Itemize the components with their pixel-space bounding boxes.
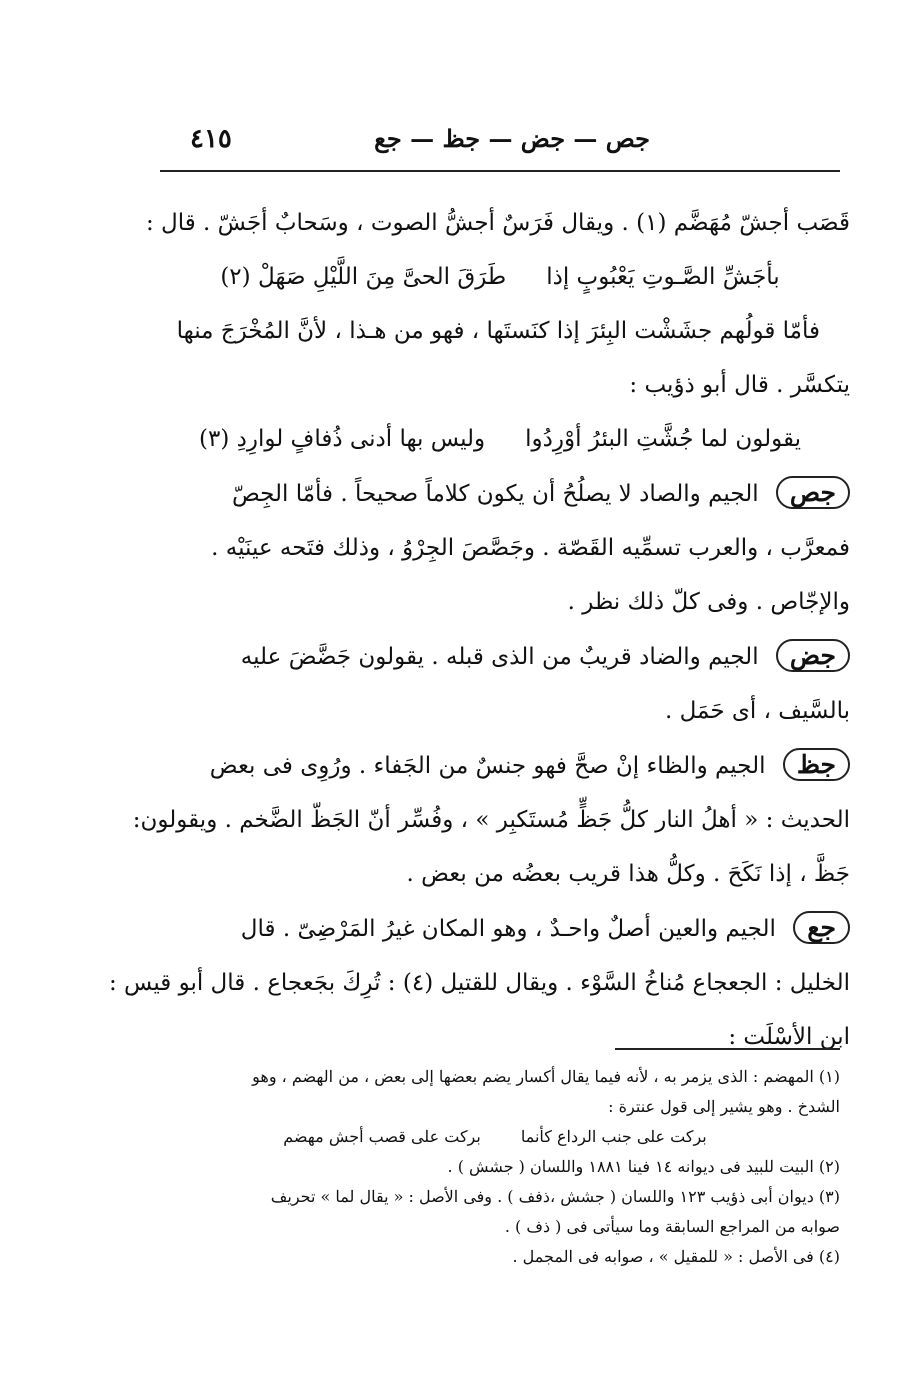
verse	[150, 250, 850, 304]
entry-heading: جص	[776, 476, 850, 509]
text-line: الحديث : « أهلُ النار كلُّ جَظٍّ مُستَكبِر » ، وفُسِّر أنّ الجَظّ الضَّخم . ويقولون:	[132, 807, 850, 833]
footnote: الشدخ . وهو يشير إلى قول عنترة :	[608, 1097, 840, 1116]
footnotes	[150, 1062, 840, 1272]
footnote: (١) المهضم : الذى يزمر به ، لأنه فيما يقال أكسار يضم بعضها إلى بعض ، من الهضم ، وهو	[252, 1067, 840, 1086]
entry-line	[150, 466, 850, 521]
text-line: بالسَّيف ، أى حَمَل .	[665, 698, 850, 724]
text-line: ابن الأسْلَت :	[728, 1024, 850, 1050]
text-line: الجيم والعين أصلٌ واحـدٌ ، وهو المكان غيرُ المَرْضِىّ . قال	[240, 916, 776, 942]
text-line: قَصَب أجشّ مُهَضَّم (١) . ويقال فَرَسٌ أجشُّ الصوت ، وسَحابٌ أجَشّ . قال :	[145, 210, 850, 236]
running-title: جص — جض — جظ — جع	[374, 124, 650, 153]
verse-hemistich: يقولون لما جُشَّتِ البئرُ أوْرِدُوا	[525, 426, 802, 452]
footnote: (٣) ديوان أبى ذؤيب ١٢٣ واللسان ( جشش ،ذفف ) . وفى الأصل : « يقال لما » تحريف	[270, 1187, 840, 1206]
verse-hemistich: طَرَقَ الحىَّ مِنَ اللَّيْلِ صَهَلْ (٢)	[220, 264, 507, 290]
entry-heading: جظ	[783, 748, 850, 781]
verse-hemistich: وليس بها أدنى ذُفافٍ لوارِدِ (٣)	[198, 426, 486, 452]
footnote-rule	[615, 1048, 840, 1050]
footnote-verse	[150, 1122, 840, 1152]
verse-hemistich: بأجَشِّ الصَّـوتِ يَعْبُوبٍ إذا	[546, 264, 780, 290]
entry-heading: جض	[776, 639, 850, 672]
footnote: صوابه من المراجع السابقة وما سيأتى فى ( ذف ) .	[504, 1217, 840, 1236]
verse-hemistich: بركت على قصب أجش مهضم	[283, 1127, 481, 1146]
header-rule	[160, 170, 840, 172]
footnote: (٢) البيت للبيد فى ديوانه ١٤ فينا ١٨٨١ واللسان ( جشش ) .	[447, 1157, 840, 1176]
text-line: فأمّا قولُهم جشَشْت البِئرَ إذا كنَستَها ، فهو من هـذا ، لأنَّ المُخْرَجَ منها	[176, 318, 820, 344]
verse	[150, 412, 850, 466]
footnote: (٤) فى الأصل : « للمقيل » ، صوابه فى المجمل .	[512, 1247, 840, 1266]
main-text	[108, 196, 850, 1064]
text-line: جَظَّ ، إذا نَكَحَ . وكلُّ هذا قريب بعضُه من بعض .	[406, 861, 850, 887]
text-line: الجيم والصاد لا يصلُحُ أن يكون كلاماً صحيحاً . فأمّا الجِصّ	[231, 481, 759, 507]
entry-line	[150, 629, 850, 684]
entry-line	[150, 901, 850, 956]
text-line: الخليل : الجعجاع مُناخُ السَّوْء . ويقال للقتيل (٤) : تُرِكَ بجَعجاع . قال أبو قيس :	[108, 970, 850, 996]
text-line: يتكسَّر . قال أبو ذؤيب :	[629, 372, 850, 398]
page-header	[160, 118, 840, 162]
page-number: ٤١٥	[190, 124, 232, 154]
verse-hemistich: بركت على جنب الرداع كأنما	[520, 1127, 707, 1146]
text-line: الجيم والظاء إنْ صحَّ فهو جنسٌ من الجَفاء . ورُوِى فى بعض	[209, 753, 766, 779]
text-line: فمعرَّب ، والعرب تسمِّيه القَصّة . وجَصَّصَ الجِرْوُ ، وذلك فتَحه عينَيْه .	[211, 535, 850, 561]
entry-heading: جع	[793, 911, 850, 944]
entry-line	[150, 738, 850, 793]
text-line: الجيم والضاد قريبٌ من الذى قبله . يقولون جَضَّضَ عليه	[240, 644, 759, 670]
text-line: والإجّاص . وفى كلّ ذلك نظر .	[567, 589, 850, 615]
